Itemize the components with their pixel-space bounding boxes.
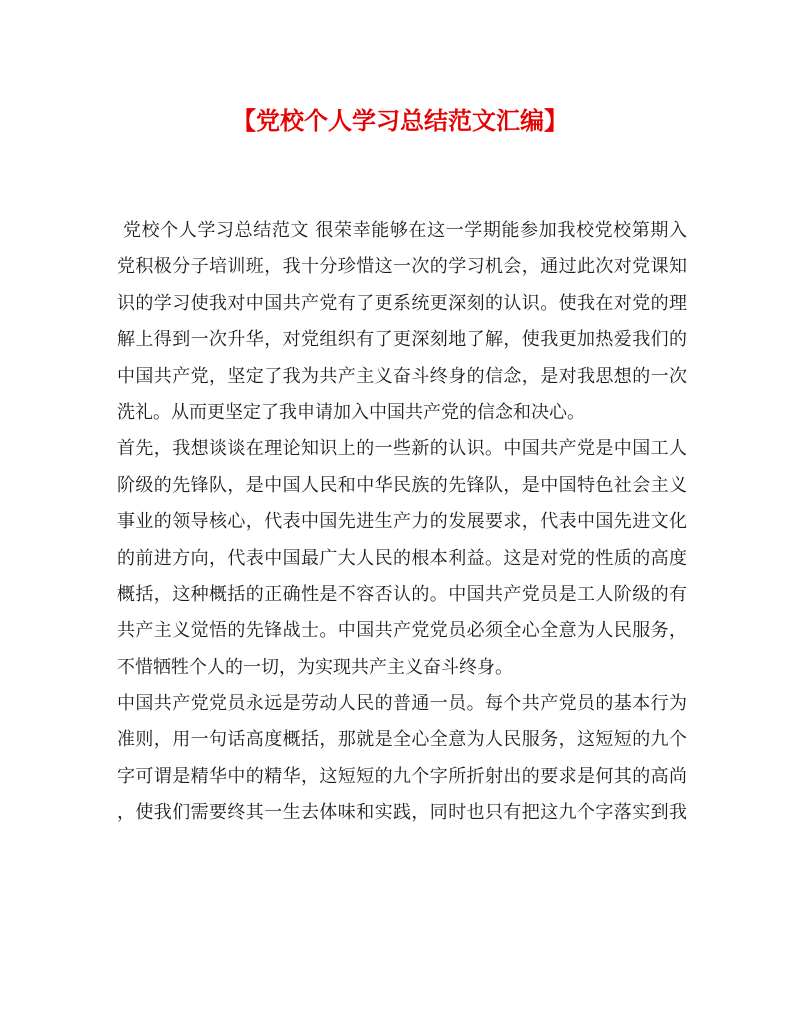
text-line: 首先，我想谈谈在理论知识上的一些新的认识。中国共产党是中国工人 bbox=[117, 438, 687, 460]
text-line: 解上得到一次升华，对党组织有了更深刻地了解，使我更加热爱我们的 bbox=[117, 329, 687, 351]
text-line: 共产主义觉悟的先锋战士。中国共产党党员必须全心全意为人民服务， bbox=[117, 620, 687, 642]
text-line: 中国共产党，坚定了我为共产主义奋斗终身的信念，是对我思想的一次 bbox=[117, 365, 687, 387]
document-body bbox=[117, 213, 687, 832]
text-line: 不惜牺牲个人的一切，为实现共产主义奋斗终身。 bbox=[117, 656, 513, 678]
text-line: 洗礼。从而更坚定了我申请加入中国共产党的信念和决心。 bbox=[117, 401, 585, 423]
text-line: 字可谓是精华中的精华，这短短的九个字所折射出的要求是何其的高尚 bbox=[117, 765, 687, 787]
text-line: 事业的领导核心，代表中国先进生产力的发展要求，代表中国先进文化 bbox=[117, 511, 687, 533]
text-line: 阶级的先锋队，是中国人民和中华民族的先锋队，是中国特色社会主义 bbox=[117, 474, 687, 496]
text-line: 党积极分子培训班，我十分珍惜这一次的学习机会，通过此次对党课知 bbox=[117, 256, 687, 278]
text-line: ，使我们需要终其一生去体味和实践，同时也只有把这九个字落实到我 bbox=[117, 802, 687, 824]
text-line: 的前进方向，代表中国最广大人民的根本利益。这是对党的性质的高度 bbox=[117, 547, 687, 569]
text-line: 党校个人学习总结范文 很荣幸能够在这一学期能参加我校党校第期入 bbox=[123, 220, 687, 241]
text-line: 准则，用一句话高度概括，那就是全心全意为人民服务，这短短的九个 bbox=[117, 729, 687, 751]
text-line: 中国共产党党员永远是劳动人民的普通一员。每个共产党员的基本行为 bbox=[117, 693, 687, 715]
text-line: 概括，这种概括的正确性是不容否认的。中国共产党员是工人阶级的有 bbox=[117, 583, 687, 605]
document-title: 【党校个人学习总结范文汇编】 bbox=[232, 106, 568, 135]
text-line: 识的学习使我对中国共产党有了更系统更深刻的认识。使我在对党的理 bbox=[117, 292, 687, 314]
